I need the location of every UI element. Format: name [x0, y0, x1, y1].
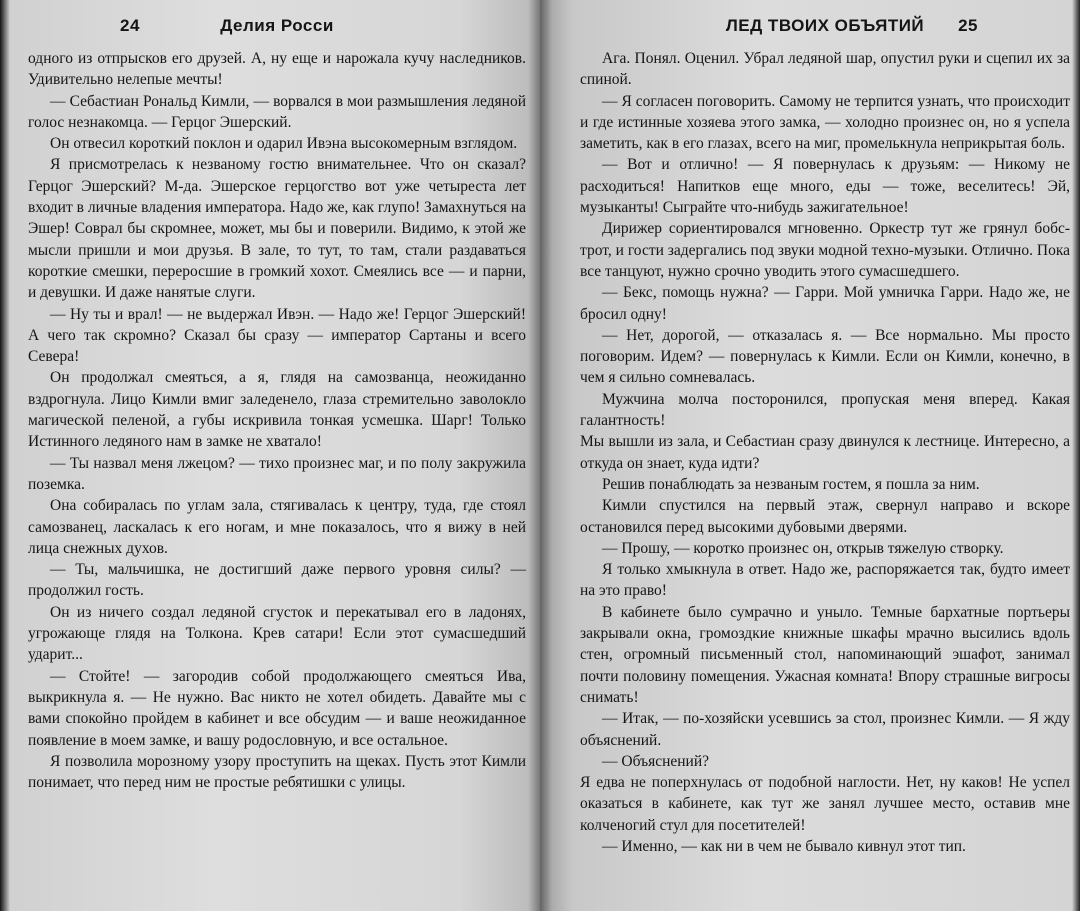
paragraph: Мужчина молча посторонился, пропуская меня вперед. Какая галантность! [580, 390, 1070, 430]
right-page-header [580, 16, 1070, 38]
paragraph: — Ну ты и врал! — не выдержал Ивэн. — Надо же! Герцог Эшерский! А чего так скромно? Сказал бы сразу — император Сартаны и всего Севера! [28, 305, 526, 366]
left-page-text [28, 48, 526, 793]
paragraph: Решив понаблюдать за незваным гостем, я пошла за ним. [602, 475, 980, 493]
paragraph: — Итак, — по-хозяйски усевшись за стол, произнес Кимли. — Я жду объяснений. [580, 710, 1070, 749]
paragraph: — Ты, мальчишка, не достигший даже первого уровня силы? — продолжил гость. [28, 561, 526, 600]
paragraph: Я присмотрелась к незваному гостю внимательнее. Что он сказал? Герцог Эшерский? М-да. Эшерское герцогство вот уже четыреста лет входит в личные владения императора. Надо же, как глупо! Замахнуться на Эшер! Соврал бы скромнее, может, мы бы и поверили. Видимо, к этой же мысли пришли и мои друзья. В зале, то тут, то там, стали раздаваться короткие смешки, переросшие в громкий хохот. Смеялись все — и парни, и девушки. И даже нанятые слуги. [28, 156, 526, 302]
right-page-text [580, 48, 1070, 857]
paragraph: Я только хмыкнула в ответ. Надо же, распоряжается так, будто имеет на это право! [580, 561, 1070, 600]
paragraph: — Нет, дорогой, — отказалась я. — Все нормально. Мы просто поговорим. Идем? — повернулась к Кимли. Если он Кимли, конечно, в чем я сильно сомневалась. [580, 326, 1070, 387]
paragraph: Он отвесил короткий поклон и одарил Ивэна высокомерным взглядом. [50, 135, 518, 153]
page-edge-shadow [0, 0, 10, 911]
paragraph: одного из отпрысков его друзей. А, ну еще и нарожала кучу наследников. Удивительно нелепые мечты! [28, 50, 526, 89]
left-running-head: Делия Росси [220, 16, 334, 35]
left-page-number: 24 [120, 16, 140, 35]
right-page [540, 0, 1080, 911]
right-running-head: ЛЕД ТВОИХ ОБЪЯТИЙ [725, 16, 925, 35]
paragraph: Он продолжал смеяться, а я, глядя на самозванца, неожиданно вздрогнула. Лицо Кимли вмиг заледенело, глаза стремительно заволокло магической пеленой, а губы искривила тонкая усмешка. Шарг! Только Истинного ледяного нам в замке не хватало! [28, 369, 526, 451]
paragraph: — Именно, — как ни в чем не бывало кивнул этот тип. [602, 837, 966, 855]
paragraph: В кабинете было сумрачно и уныло. Темные бархатные портьеры закрывали окна, громоздкие книжные шкафы мрачно высились вдоль стен, огромный письменный стол, напоминающий эшафот, занимал почти половину помещения. Ужасная комната! Впору страшные вигросы снимать! [580, 603, 1070, 706]
paragraph: Я едва не поперхнулась от подобной наглости. Нет, ну каков! Не успел оказаться в кабинете, как тут же занял лучшее место, оставив мне колченогий стул для посетителей! [580, 774, 1070, 834]
paragraph: Она собиралась по углам зала, стягивалась к центру, туда, где стоял самозванец, ласкалась к его ногам, и мне показалось, что я вижу в ней лица снежных духов. [28, 497, 526, 557]
paragraph: — Прошу, — коротко произнес он, открыв тяжелую створку. [602, 539, 1004, 557]
paragraph: Дирижер сориентировался мгновенно. Оркестр тут же грянул бобс-трот, и гости задергались под звуки модной техно-музыки. Отлично. Пока все танцуют, нужно срочно уводить этого сумасшедшего. [580, 220, 1070, 280]
paragraph: Мы вышли из зала, и Себастиан сразу двинулся к лестнице. Интересно, а откуда он знает, куда идти? [580, 433, 1070, 472]
book-gutter [528, 0, 552, 911]
paragraph: Я позволила морозному узору проступить на щеках. Пусть этот Кимли понимает, что перед ним не простые ребятишки с улицы. [28, 752, 526, 792]
paragraph: — Я согласен поговорить. Самому не терпится узнать, что происходит и где истинные хозяева этого замка, — холодно произнес он, но я успела заметить, как в его глазах, всего на миг, промелькнула неприкрытая боль. [580, 92, 1070, 153]
left-page-header [28, 16, 526, 38]
paragraph: — Стойте! — загородив собой продолжающего смеяться Ива, выкрикнула я. — Не нужно. Вас никто не хотел обидеть. Давайте мы с вами спокойно пройдем в кабинет и все обсудим — и ваше неожиданное появление в моем замке, и вашу родословную, и все остальное. [28, 667, 526, 749]
paragraph: Он из ничего создал ледяной сгусток и перекатывал его в ладонях, угрожающе глядя на Толкона. Крев сатари! Если этот сумасшедший ударит... [28, 603, 526, 664]
paragraph: — Бекс, помощь нужна? — Гарри. Мой умничка Гарри. Надо же, не бросил одну! [580, 284, 1070, 323]
paragraph: — Вот и отлично! — Я повернулась к друзьям: — Никому не расходиться! Напитков еще много, еды — тоже, веселитесь! Эй, музыканты! Сыграйте что-нибудь зажигательное! [580, 156, 1070, 217]
paragraph: Кимли спустился на первый этаж, свернул направо и вскоре остановился перед высокими дубовыми дверями. [580, 497, 1070, 536]
paragraph: — Объяснений? [602, 752, 710, 770]
paragraph: — Ты назвал меня лжецом? — тихо произнес маг, и по полу закружила поземка. [28, 454, 526, 493]
paragraph: — Себастиан Рональд Кимли, — ворвался в мои размышления ледяной голос незнакомца. — Герцог Эшерский. [28, 92, 526, 131]
paragraph: Ага. Понял. Оценил. Убрал ледяной шар, опустил руки и сцепил их за спиной. [580, 50, 1070, 89]
page-edge-shadow [1072, 0, 1080, 911]
right-page-number: 25 [958, 16, 978, 35]
